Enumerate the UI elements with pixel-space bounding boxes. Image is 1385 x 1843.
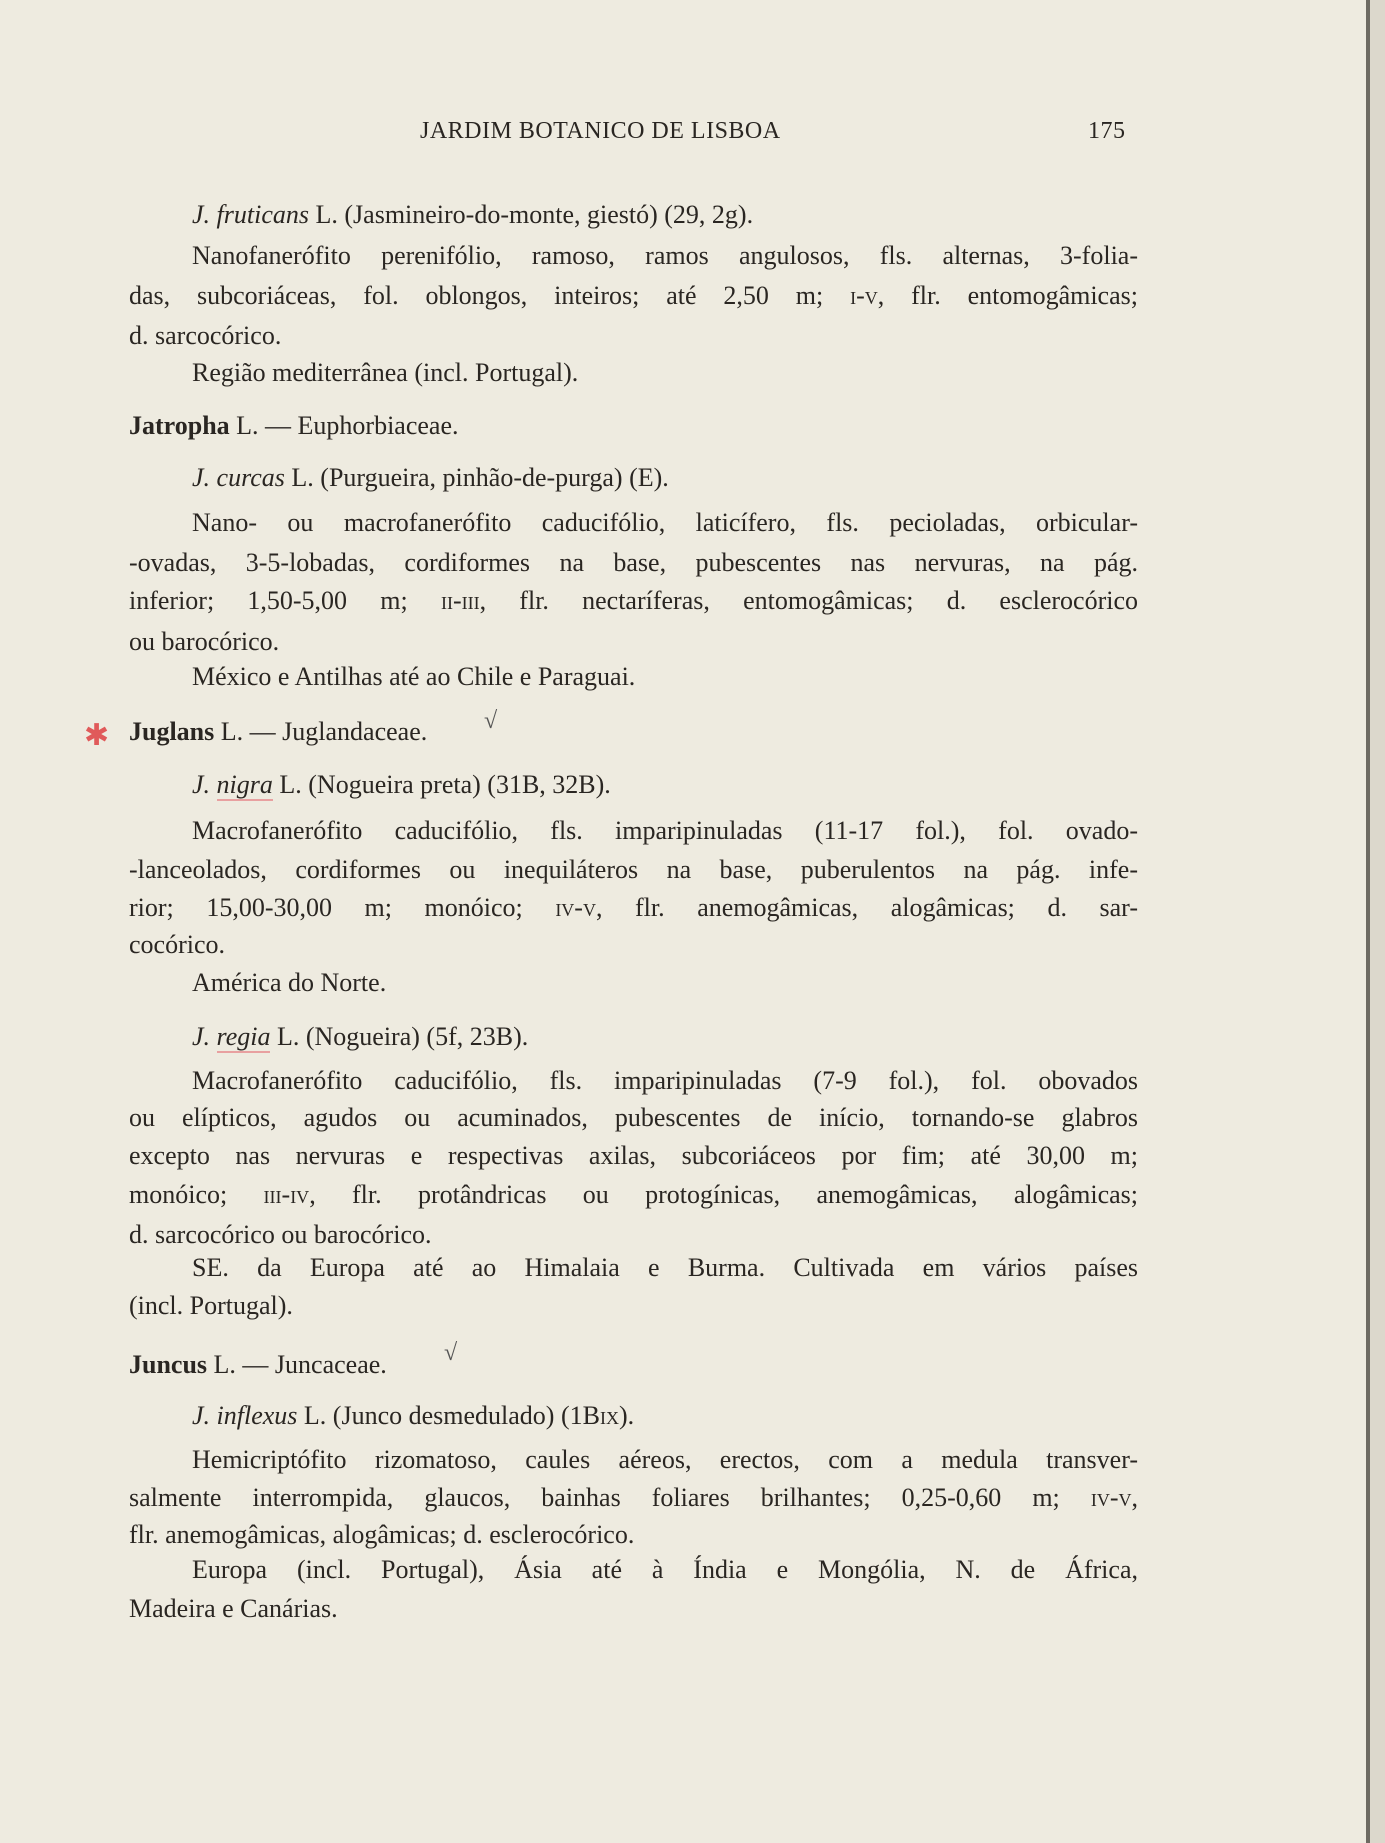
text-segment: América do Norte. [192, 968, 387, 997]
text-segment: Madeira e Canárias. [129, 1594, 338, 1623]
text-line [192, 1022, 1138, 1052]
text-segment: (incl. Portugal). [129, 1291, 293, 1320]
text-segment: Europa (incl. Portugal), Ásia até à Índia e Mongólia, N. de África, [192, 1555, 1138, 1584]
species-name: regia [216, 1022, 271, 1051]
page-number: 175 [1088, 118, 1126, 144]
text-line [192, 1445, 1138, 1475]
text-line [129, 1103, 1138, 1133]
text-segment: salmente interrompida, glaucos, bainhas foliares brilhantes; 0,25-0,60 m; [129, 1483, 1091, 1512]
genus-name: Juncus [129, 1350, 208, 1379]
genus-name: Jatropha [129, 411, 230, 440]
red-asterisk-mark: ✱ [84, 719, 110, 752]
species-name: J. curcas [192, 463, 285, 492]
text-segment: L. (Purgueira, pinhão-de-purga) (E). [284, 463, 669, 492]
text-segment: Macrofanerófito caducifólio, fls. imparipinuladas (7-9 fol.), fol. obovados [192, 1066, 1138, 1095]
text-line [129, 627, 1138, 657]
text-line [129, 321, 1138, 351]
text-segment: -lanceolados, cordiformes ou inequiláteros na base, puberulentos na pág. infe- [129, 855, 1138, 884]
text-line [129, 548, 1138, 578]
text-segment: excepto nas nervuras e respectivas axilas, subcoriáceos por fim; até 30,00 m; [129, 1141, 1138, 1170]
text-segment: iv-v [1090, 1483, 1132, 1512]
text-line [192, 241, 1138, 271]
text-segment: L. (Junco desmedulado) (1B [297, 1401, 600, 1430]
text-segment: ou barocórico. [129, 627, 280, 656]
text-line [192, 1253, 1138, 1283]
text-line [129, 1220, 1138, 1250]
text-line [192, 968, 1138, 998]
species-name: J. inflexus [192, 1401, 298, 1430]
text-segment: , flr. anemogâmicas, alogâmicas; d. sar- [595, 893, 1138, 922]
text-line [129, 855, 1138, 885]
text-segment: Nanofanerófito perenifólio, ramoso, ramos angulosos, fls. alternas, 3-folia- [192, 241, 1138, 270]
text-segment: das, subcoriáceas, fol. oblongos, inteiros; até 2,50 m; [129, 281, 851, 310]
species-name: nigra [216, 770, 273, 799]
text-segment: Nano- ou macrofanerófito caducifólio, laticífero, fls. pecioladas, orbicular- [192, 508, 1138, 537]
text-line [129, 717, 1138, 747]
text-segment: L. — Juncaceae. [207, 1350, 387, 1379]
text-segment: México e Antilhas até ao Chile e Paraguai. [192, 662, 636, 691]
text-segment: rior; 15,00-30,00 m; monóico; [129, 893, 556, 922]
text-line [129, 1594, 1138, 1624]
text-segment: L. (Nogueira) (5f, 23B). [270, 1022, 529, 1051]
text-segment: inferior; 1,50-5,00 m; [129, 586, 441, 615]
text-line [129, 1520, 1138, 1550]
text-line [192, 358, 1138, 388]
text-line [129, 281, 1138, 311]
text-segment: d. sarcocórico ou barocórico. [129, 1220, 432, 1249]
species-name: J. [192, 1022, 217, 1051]
text-segment: Hemicriptófito rizomatoso, caules aéreos, erectos, com a medula transver- [192, 1445, 1138, 1474]
text-segment: Macrofanerófito caducifólio, fls. imparipinuladas (11-17 fol.), fol. ovado- [192, 816, 1138, 845]
text-line [192, 200, 1138, 230]
text-segment: i-v [850, 281, 878, 310]
text-line [129, 893, 1138, 923]
text-line [129, 1483, 1138, 1513]
text-segment: L. (Nogueira preta) (31B, 32B). [272, 770, 611, 799]
page-edge [1370, 0, 1385, 1843]
text-segment: iv-v [555, 893, 596, 922]
text-line [129, 1350, 1138, 1380]
text-segment: , flr. entomogâmicas; [877, 281, 1138, 310]
text-segment: flr. anemogâmicas, alogâmicas; d. esclerocórico. [129, 1520, 635, 1549]
genus-name: Juglans [129, 717, 215, 746]
species-name: J. fruticans [192, 200, 309, 229]
text-line [129, 586, 1138, 616]
text-segment: , flr. protândricas ou protogínicas, anemogâmicas, alogâmicas; [309, 1180, 1138, 1209]
text-line [129, 411, 1138, 441]
text-segment: ix [599, 1401, 619, 1430]
text-segment: cocórico. [129, 930, 226, 959]
text-segment: SE. da Europa até ao Himalaia e Burma. Cultivada em vários países [192, 1253, 1138, 1282]
text-line [192, 662, 1138, 692]
text-segment: monóico; [129, 1180, 264, 1209]
text-line [192, 463, 1138, 493]
text-segment: ). [618, 1401, 635, 1430]
binding-line [1366, 0, 1370, 1843]
text-line [192, 1555, 1138, 1585]
text-line [192, 1401, 1138, 1431]
checkmark-juncus: √ [444, 1340, 458, 1366]
text-segment: L. (Jasmineiro-do-monte, giestó) (29, 2g). [309, 200, 754, 229]
text-segment: , [1131, 1483, 1138, 1512]
text-segment: ii-iii [440, 586, 480, 615]
text-line [129, 1141, 1138, 1171]
text-line [192, 1066, 1138, 1096]
text-segment: Região mediterrânea (incl. Portugal). [192, 358, 579, 387]
species-name: J. [192, 770, 217, 799]
text-segment: -ovadas, 3-5-lobadas, cordiformes na base, pubescentes nas nervuras, na pág. [129, 548, 1138, 577]
text-segment: L. — Juglandaceae. [214, 717, 428, 746]
text-line [192, 508, 1138, 538]
text-line [129, 1291, 1138, 1321]
text-line [129, 930, 1138, 960]
text-segment: ou elípticos, agudos ou acuminados, pubescentes de início, tornando-se glabros [129, 1103, 1138, 1132]
text-segment: d. sarcocórico. [129, 321, 282, 350]
checkmark-juglans: √ [484, 708, 498, 734]
text-line [192, 816, 1138, 846]
text-segment: , flr. nectaríferas, entomogâmicas; d. esclerocórico [479, 586, 1139, 615]
text-line [192, 770, 1138, 800]
text-segment: iii-iv [263, 1180, 310, 1209]
text-segment: L. — Euphorbiaceae. [229, 411, 459, 440]
running-header: JARDIM BOTANICO DE LISBOA [420, 118, 781, 144]
text-line [129, 1180, 1138, 1210]
